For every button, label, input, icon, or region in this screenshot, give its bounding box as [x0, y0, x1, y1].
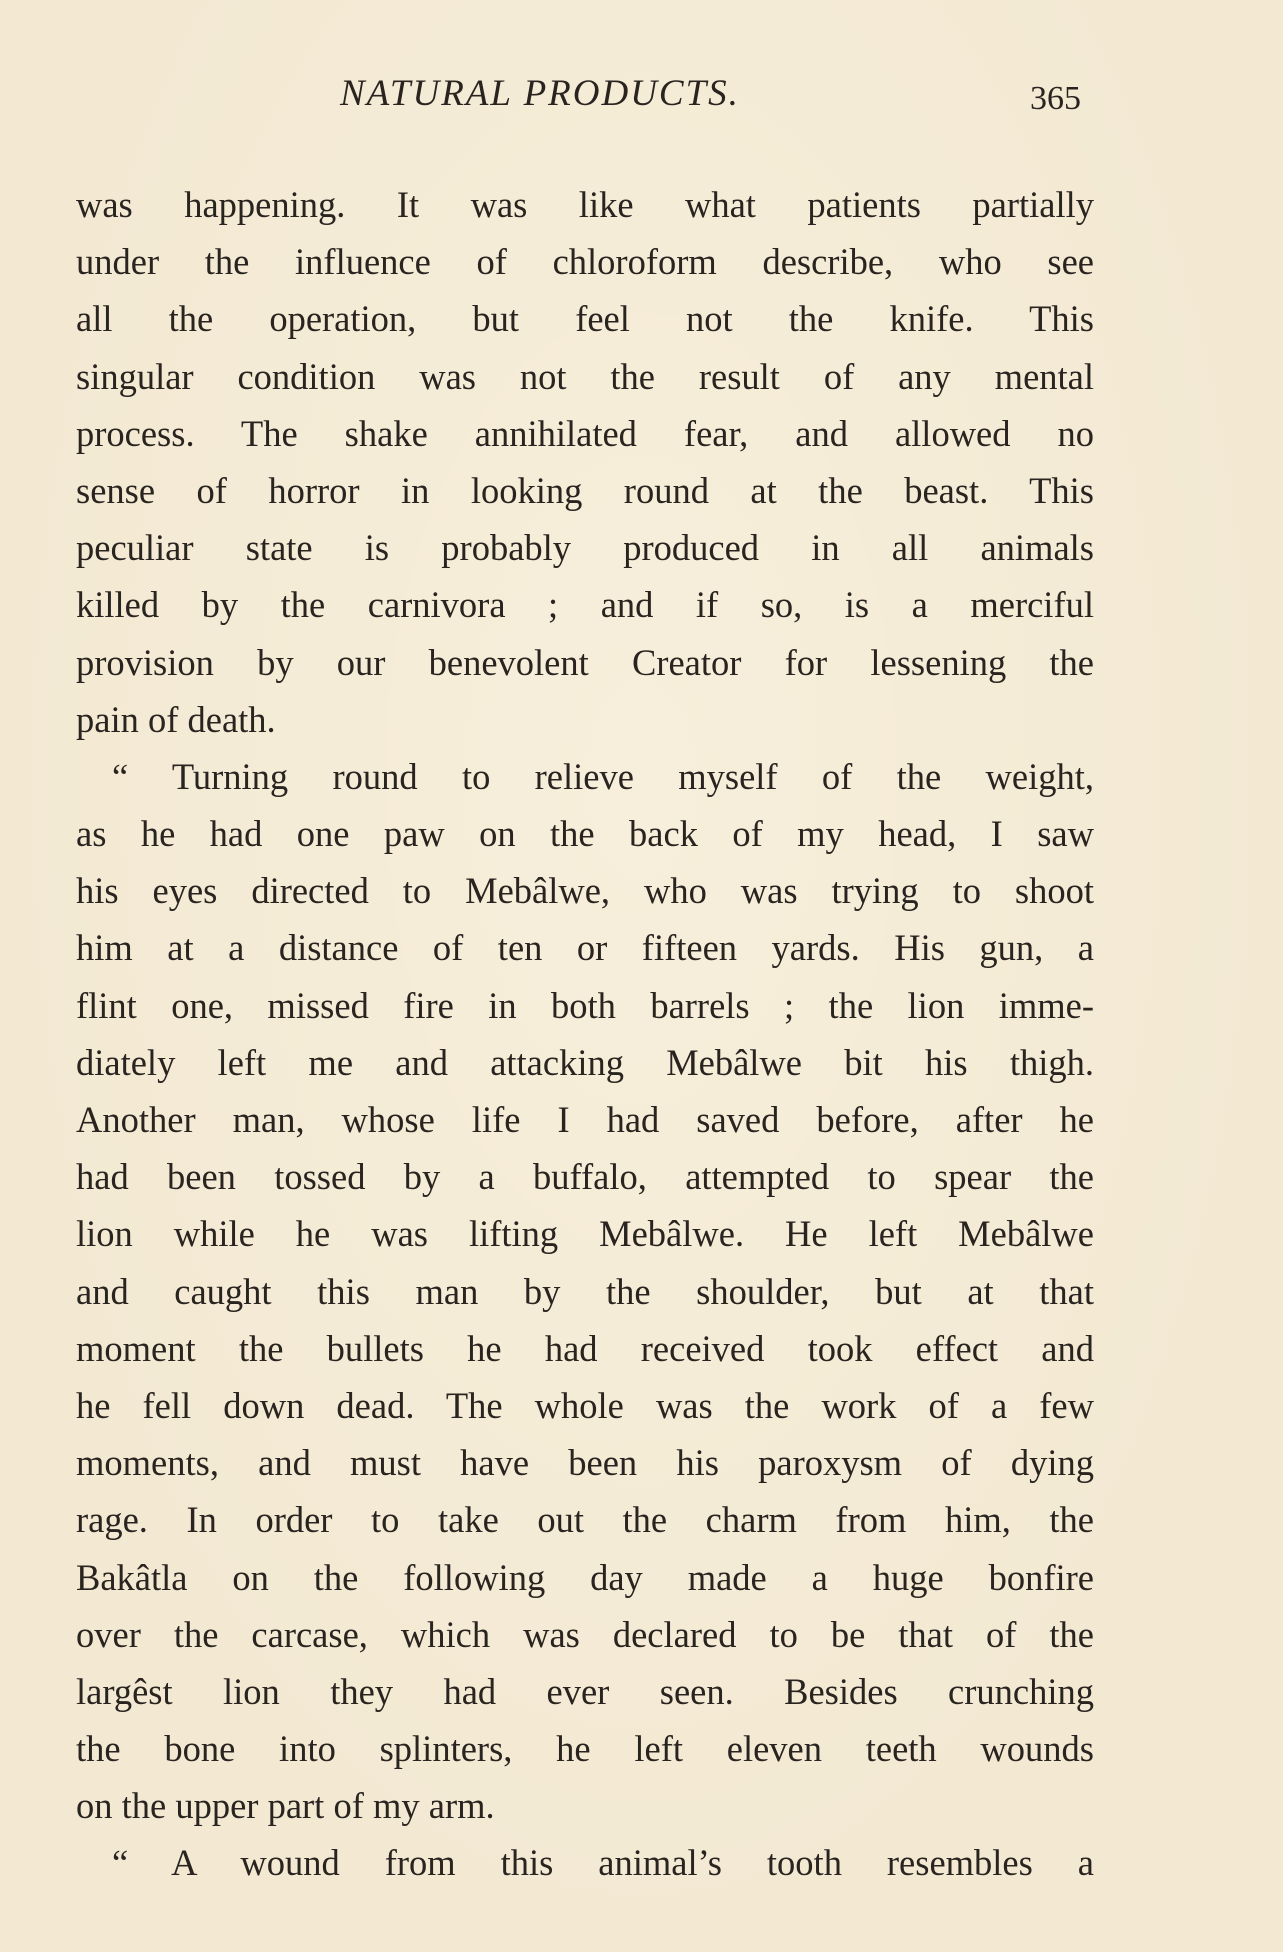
text-line: process. The shake annihilated fear, and allowed no — [76, 412, 1094, 454]
text-line: was happening. It was like what patients partially — [76, 184, 1094, 225]
text-line: lion while he was lifting Mebâlwe. He left Mebâlwe — [76, 1213, 1094, 1255]
text-line: singular condition was not the result of any mental — [76, 355, 1094, 397]
text-line: and caught this man by the shoulder, but at that — [76, 1270, 1094, 1312]
text-line: pain of death. — [76, 698, 276, 740]
text-line: largêst lion they had ever seen. Besides crunching — [76, 1670, 1094, 1712]
text-line: killed by the carnivora ; and if so, is a merciful — [76, 584, 1094, 626]
text-line: moment the bullets he had received took effect and — [76, 1327, 1094, 1369]
text-line: “ A wound from this animal’s tooth resembles a — [112, 1842, 1094, 1884]
text-line: Bakâtla on the following day made a huge bonfire — [76, 1556, 1094, 1598]
page-number: 365 — [1030, 80, 1081, 117]
text-line: moments, and must have been his paroxysm of dying — [76, 1442, 1094, 1484]
text-line: over the carcase, which was declared to be that of the — [76, 1613, 1094, 1655]
text-line: had been tossed by a buffalo, attempted to spear the — [76, 1156, 1094, 1198]
text-line: all the operation, but feel not the knife. This — [76, 298, 1094, 340]
text-line: diately left me and attacking Mebâlwe bit his thigh. — [76, 1041, 1094, 1083]
text-line: “ Turning round to relieve myself of the weight, — [112, 755, 1094, 797]
text-line: Another man, whose life I had saved before, after he — [76, 1099, 1094, 1140]
text-line: on the upper part of my arm. — [76, 1785, 495, 1827]
text-line: flint one, missed fire in both barrels ; the lion imme- — [76, 984, 1094, 1026]
text-line: sense of horror in looking round at the beast. This — [76, 469, 1094, 511]
running-head — [0, 72, 1283, 122]
text-line: as he had one paw on the back of my head, I saw — [76, 813, 1094, 855]
text-line: him at a distance of ten or fifteen yards. His gun, a — [76, 927, 1094, 969]
text-line: he fell down dead. The whole was the work of a few — [76, 1384, 1094, 1426]
body-text — [76, 176, 1094, 1892]
text-line: provision by our benevolent Creator for lessening the — [76, 641, 1094, 683]
text-line: the bone into splinters, he left eleven teeth wounds — [76, 1728, 1094, 1770]
running-title: NATURAL PRODUCTS. — [340, 73, 740, 114]
text-line: rage. In order to take out the charm from him, the — [76, 1499, 1094, 1541]
text-line: peculiar state is probably produced in all animals — [76, 527, 1094, 569]
text-line: his eyes directed to Mebâlwe, who was trying to shoot — [76, 870, 1094, 912]
text-line: under the influence of chloroform describe, who see — [76, 241, 1094, 283]
